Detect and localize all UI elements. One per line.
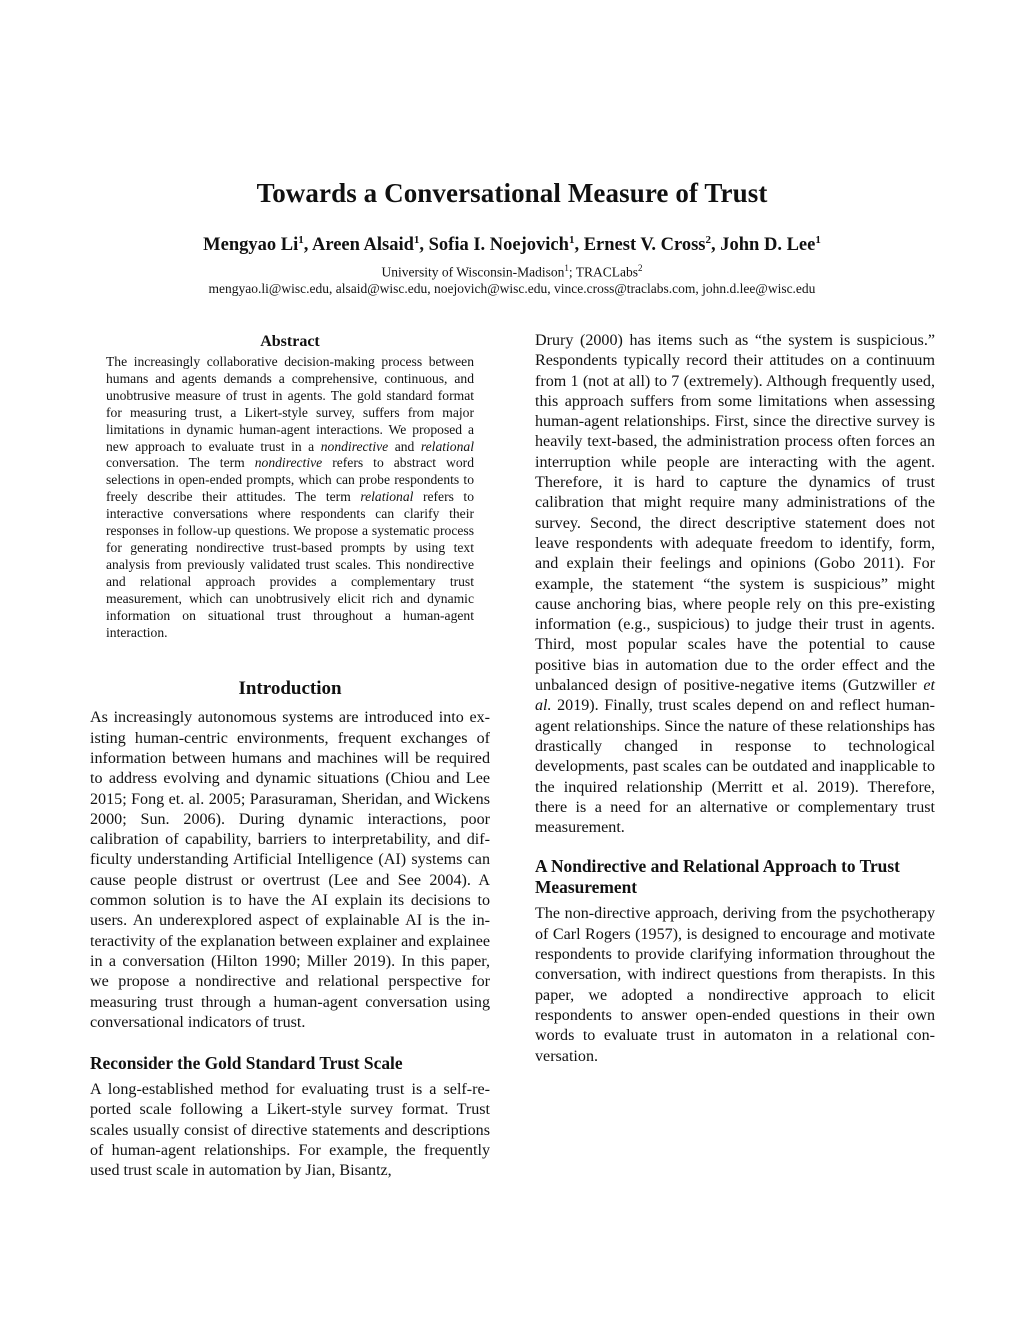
author-separator: , [419, 235, 429, 256]
introduction-paragraph: As increasingly autonomous systems are introduced into existing human-centric environments, frequent exchanges of information between humans and machines will be required to address evolving and dynamic situations (Chiou and Lee 2015; Fong et. al. 2005; Parasuraman, Sheridan, and Wickens 2000; Sun. 2006). During dynamic interactions, poor calibration of capability, barriers to interpretability, and difficulty understanding Artificial Intelligence (AI) systems can cause people distrust or overtrust (Lee and See 2004). A common solution is to have the AI explain its decisions to users. An underexplored aspect of explainable AI is the interactivity of the explanation between explainer and explainee in a conversation (Hilton 1990; Miller 2019). In this paper, we propose a nondirective and relational perspective for measuring trust through a human-agent conversation using conversational indicators of trust. [90, 709, 490, 1031]
paragraph-emphasis: et al. [535, 677, 935, 715]
author-name: Mengyao Li [203, 235, 299, 256]
author-affiliation-mark: 1 [413, 234, 420, 246]
author-affiliation-mark: 1 [815, 234, 821, 246]
author-name: Sofia I. Noejovich [428, 235, 569, 256]
author-separator: , [711, 235, 721, 256]
author-list [0, 234, 1024, 256]
author-affiliation-mark: 1 [298, 234, 304, 246]
abstract-heading: Abstract [260, 333, 320, 350]
abstract-text: refers to interactive conversations where respondents can clarify their responses in follow-up questions. We propose a systematic process for generating nondirective trust-based prompts by using text analysis from previously validated trust scales. This nondirective and relational approach provides a complementary trust measurement, which can unobtrusively elicit rich and dynamic information on situational trust throughout a human-agent interaction. [106, 489, 474, 640]
affiliation-name: University of Wisconsin-Madison [381, 264, 565, 280]
abstract-text: refers to abstract word selections in open-ended prompts, which can probe respondents to freely describe their attitudes. The term [106, 455, 474, 505]
abstract-text: and [388, 438, 421, 454]
abstract-text: The increasingly collaborative decision-making process between humans and agents demands a comprehensive, continuous, and unobtrusive measure of trust in agents. The gold standard format for measuring trust, a Likert-style survey, suffers from major limitations in dynamic human-agent interactions. We proposed a new approach to evaluate trust in a [106, 354, 474, 454]
nondirective-heading: A Nondirective and Relational Approach to Trust Measurement [535, 856, 900, 898]
reconsider-continuation-paragraph [535, 331, 935, 838]
abstract-emphasis: relational [420, 438, 474, 454]
author-separator: , [303, 235, 312, 256]
author-affiliation-mark: 1 [568, 234, 575, 246]
abstract-body [106, 354, 474, 641]
abstract-emphasis: relational [360, 489, 414, 505]
reconsider-paragraph: A long-established method for evaluating trust is a self-reported scale following a Likert-style survey format. Trust scales usually consist of directive statements and descriptions of human-agent relationships. For example, the frequently used trust scale in automation by Jian, Bisantz, [90, 1081, 490, 1180]
author-emails: mengyao.li@wisc.edu, alsaid@wisc.edu, noejovich@wisc.edu, vince.cross@traclabs.com, john.d.lee@wisc.edu [208, 281, 816, 296]
introduction-heading: Introduction [238, 678, 342, 700]
author-name: Ernest V. Cross [583, 235, 706, 256]
paragraph-text: Drury (2000) has items such as “the system is suspicious.” Respondents typically record their attitudes on a continuum from 1 (not at all) to 7 (extremely). Although frequently used, this approach suffers from some limitations when assessing human-agent relationships. First, since the directive survey is heavily text-based, the administration process often forces an interruption while people are interacting with the agent. Therefore, it is hard to capture the dynamics of trust calibration that might require many administrations of the survey. Second, the direct descriptive statement does not leave respondents with adequate freedom to identify, form, and explain their feelings and opinions (Gobo 2011). For example, the statement “the system is suspicious” might cause anchoring bias, where people rely on this pre-existing information (e.g., suspicious) to judge their trust in agents. Third, most popular scales have the potential to cause positive bias in automation due to the order effect and the unbalanced design of positive-negative items (Gutzwiller [535, 332, 935, 695]
affiliation-mark: 2 [638, 263, 643, 273]
affiliation-separator: ; [568, 264, 576, 280]
paragraph-text: 2019). Finally, trust scales depend on and reflect human-agent relationships. Since the nature of these relationships has drastically changed in response to technological developments, past scales can be outdated and inapplicable to the inquired relationship (Merritt et al. 2019). Therefore, there is a need for an alternative or complementary trust measurement. [535, 697, 935, 837]
author-name: John D. Lee [720, 235, 816, 256]
affiliation-mark: 1 [564, 263, 569, 273]
abstract-emphasis: nondirective [320, 438, 389, 454]
affiliation-name: TRACLabs [575, 264, 639, 280]
left-column [90, 331, 490, 1182]
author-name: Areen Alsaid [311, 235, 414, 256]
affiliations [0, 263, 1024, 281]
author-affiliation-mark: 2 [705, 234, 712, 246]
abstract-emphasis: nondirective [254, 455, 323, 471]
reconsider-heading: Reconsider the Gold Standard Trust Scale [90, 1053, 403, 1074]
abstract-text: conversation. The term [106, 455, 255, 471]
author-separator: , [574, 235, 584, 256]
right-column [535, 331, 935, 1067]
nondirective-paragraph: The non-directive approach, deriving from the psychotherapy of Carl Rogers (1957), is designed to encourage and motivate respondents to provide clarifying information throughout the conversation, with indirect questions from therapists. In this paper, we adopted a nondirective approach to elicit respondents to answer open-ended questions in their own words to evaluate trust in automaton in a relational conversation. [535, 905, 935, 1065]
paper-title: Towards a Conversational Measure of Trust [256, 178, 768, 208]
